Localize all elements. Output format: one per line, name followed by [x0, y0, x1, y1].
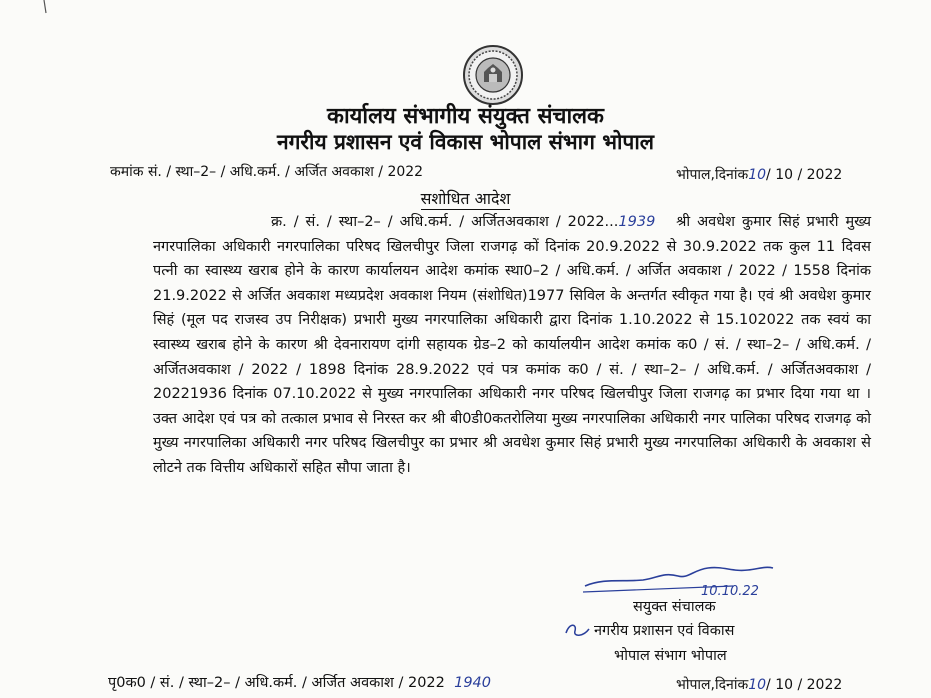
corner-mark [34, 0, 48, 14]
handwritten-day: 10 [748, 167, 767, 183]
date-label: भोपाल,दिनांक [676, 167, 749, 183]
signature-date: 10.10.22 [701, 584, 759, 599]
signatory-division: भोपाल संभाग भोपाल [614, 648, 727, 664]
government-emblem-icon [462, 44, 524, 106]
copy-reference-text: पृ0क0 / सं. / स्था–2– / अधि.कर्म. / अर्जित अवकाश / 2022 [108, 675, 445, 691]
order-body-text: श्री अवधेश कुमार सिहं प्रभारी मुख्य नगरपालिका अधिकारी नगरपालिका परिषद खिलचीपुर जिला राजगढ़ कों दिनांक 20.9.2022 से 30.9.2022 तक कुल 11 दिवस पत्नी का स्वास्थ्य खराब होने के कारण कार्यालयन आदेश कमांक स्था0–2 / अधि.कर्म. / अर्जित अवकाश / 2022 / 1558 दिनांक 21.9.2022 से अर्जित अवकाश मध्यप्रदेश अवकाश नियम (संशोधित)1977 सिविल के अन्तर्गत स्वीकृत गया है। एवं श्री अवधेश कुमार सिहं (मूल पद राजस्व उप निरीक्षक) प्रभारी मुख्य नगरपालिका अधिकारी द्वारा दिनांक 1.10.2022 से 15.102022 तक स्वयं का स्वास्थ्य खराब होने के कारण श्री देवनारायण दांगी सहायक ग्रेड–2 को कार्यालयीन आदेश कमांक क0 / सं. / स्था–2– / अधि.कर्म. / अर्जितअवकाश / 2022 / 1898 दिनांक 28.9.2022 एवं पत्र कमांक क0 / सं. / स्था–2– / अधि.कर्म. / अर्जितअवकाश / 20221936 दिनांक 07.10.2022 से मुख्य नगरपालिका अधिकारी नगर परिषद खिलचीपुर जिला राजगढ़ का प्रभार दिया गया था । उक्त आदेश एवं पत्र को तत्काल प्रभाव से निरस्त कर श्री बी0डी0कतरोलिया मुख्य नगरपालिका अधिकारी नगर पालिका परिषद राजगढ़ को मुख्य नगरपालिका अधिकारी नगर परिषद खिलचीपुर का प्रभार श्री अवधेश कुमार सिहं प्रभारी मुख्य नगरपालिका अधिकारी के अवकाश से लोटने तक वित्तीय अधिकारों सहित सौपा जाता है। [153, 214, 872, 476]
copy-month-year: / 10 / 2022 [766, 677, 843, 693]
reference-number: कमांक सं. / स्था–2– / अधि.कर्म. / अर्जित अवकाश / 2022 [110, 164, 424, 180]
officer-signature [583, 552, 803, 602]
copy-date [676, 675, 842, 694]
order-body [153, 210, 871, 481]
office-subtitle: नगरीय प्रशासन एवं विकास भोपाल संभाग भोपाल [276, 130, 655, 154]
copy-handwritten-day: 10 [748, 677, 767, 693]
order-ref-line: क्र. / सं. / स्था–2– / अधि.कर्म. / अर्जितअवकाश / 2022... [271, 214, 619, 230]
handwritten-order-number: 1939 [618, 214, 656, 230]
initial-mark [563, 619, 593, 641]
copy-date-label: भोपाल,दिनांक [676, 677, 749, 693]
handwritten-copy-number: 1940 [454, 675, 492, 691]
signatory-department: नगरीय प्रशासन एवं विकास [594, 623, 735, 639]
date-month-year: / 10 / 2022 [766, 167, 843, 183]
signatory-designation: सयुक्त संचालक [633, 599, 716, 615]
reference-date [676, 165, 842, 184]
order-heading: सशोधित आदेश [420, 189, 511, 208]
office-title: कार्यालय संभागीय संयुक्त संचालक [327, 104, 604, 129]
copy-reference [108, 672, 491, 692]
